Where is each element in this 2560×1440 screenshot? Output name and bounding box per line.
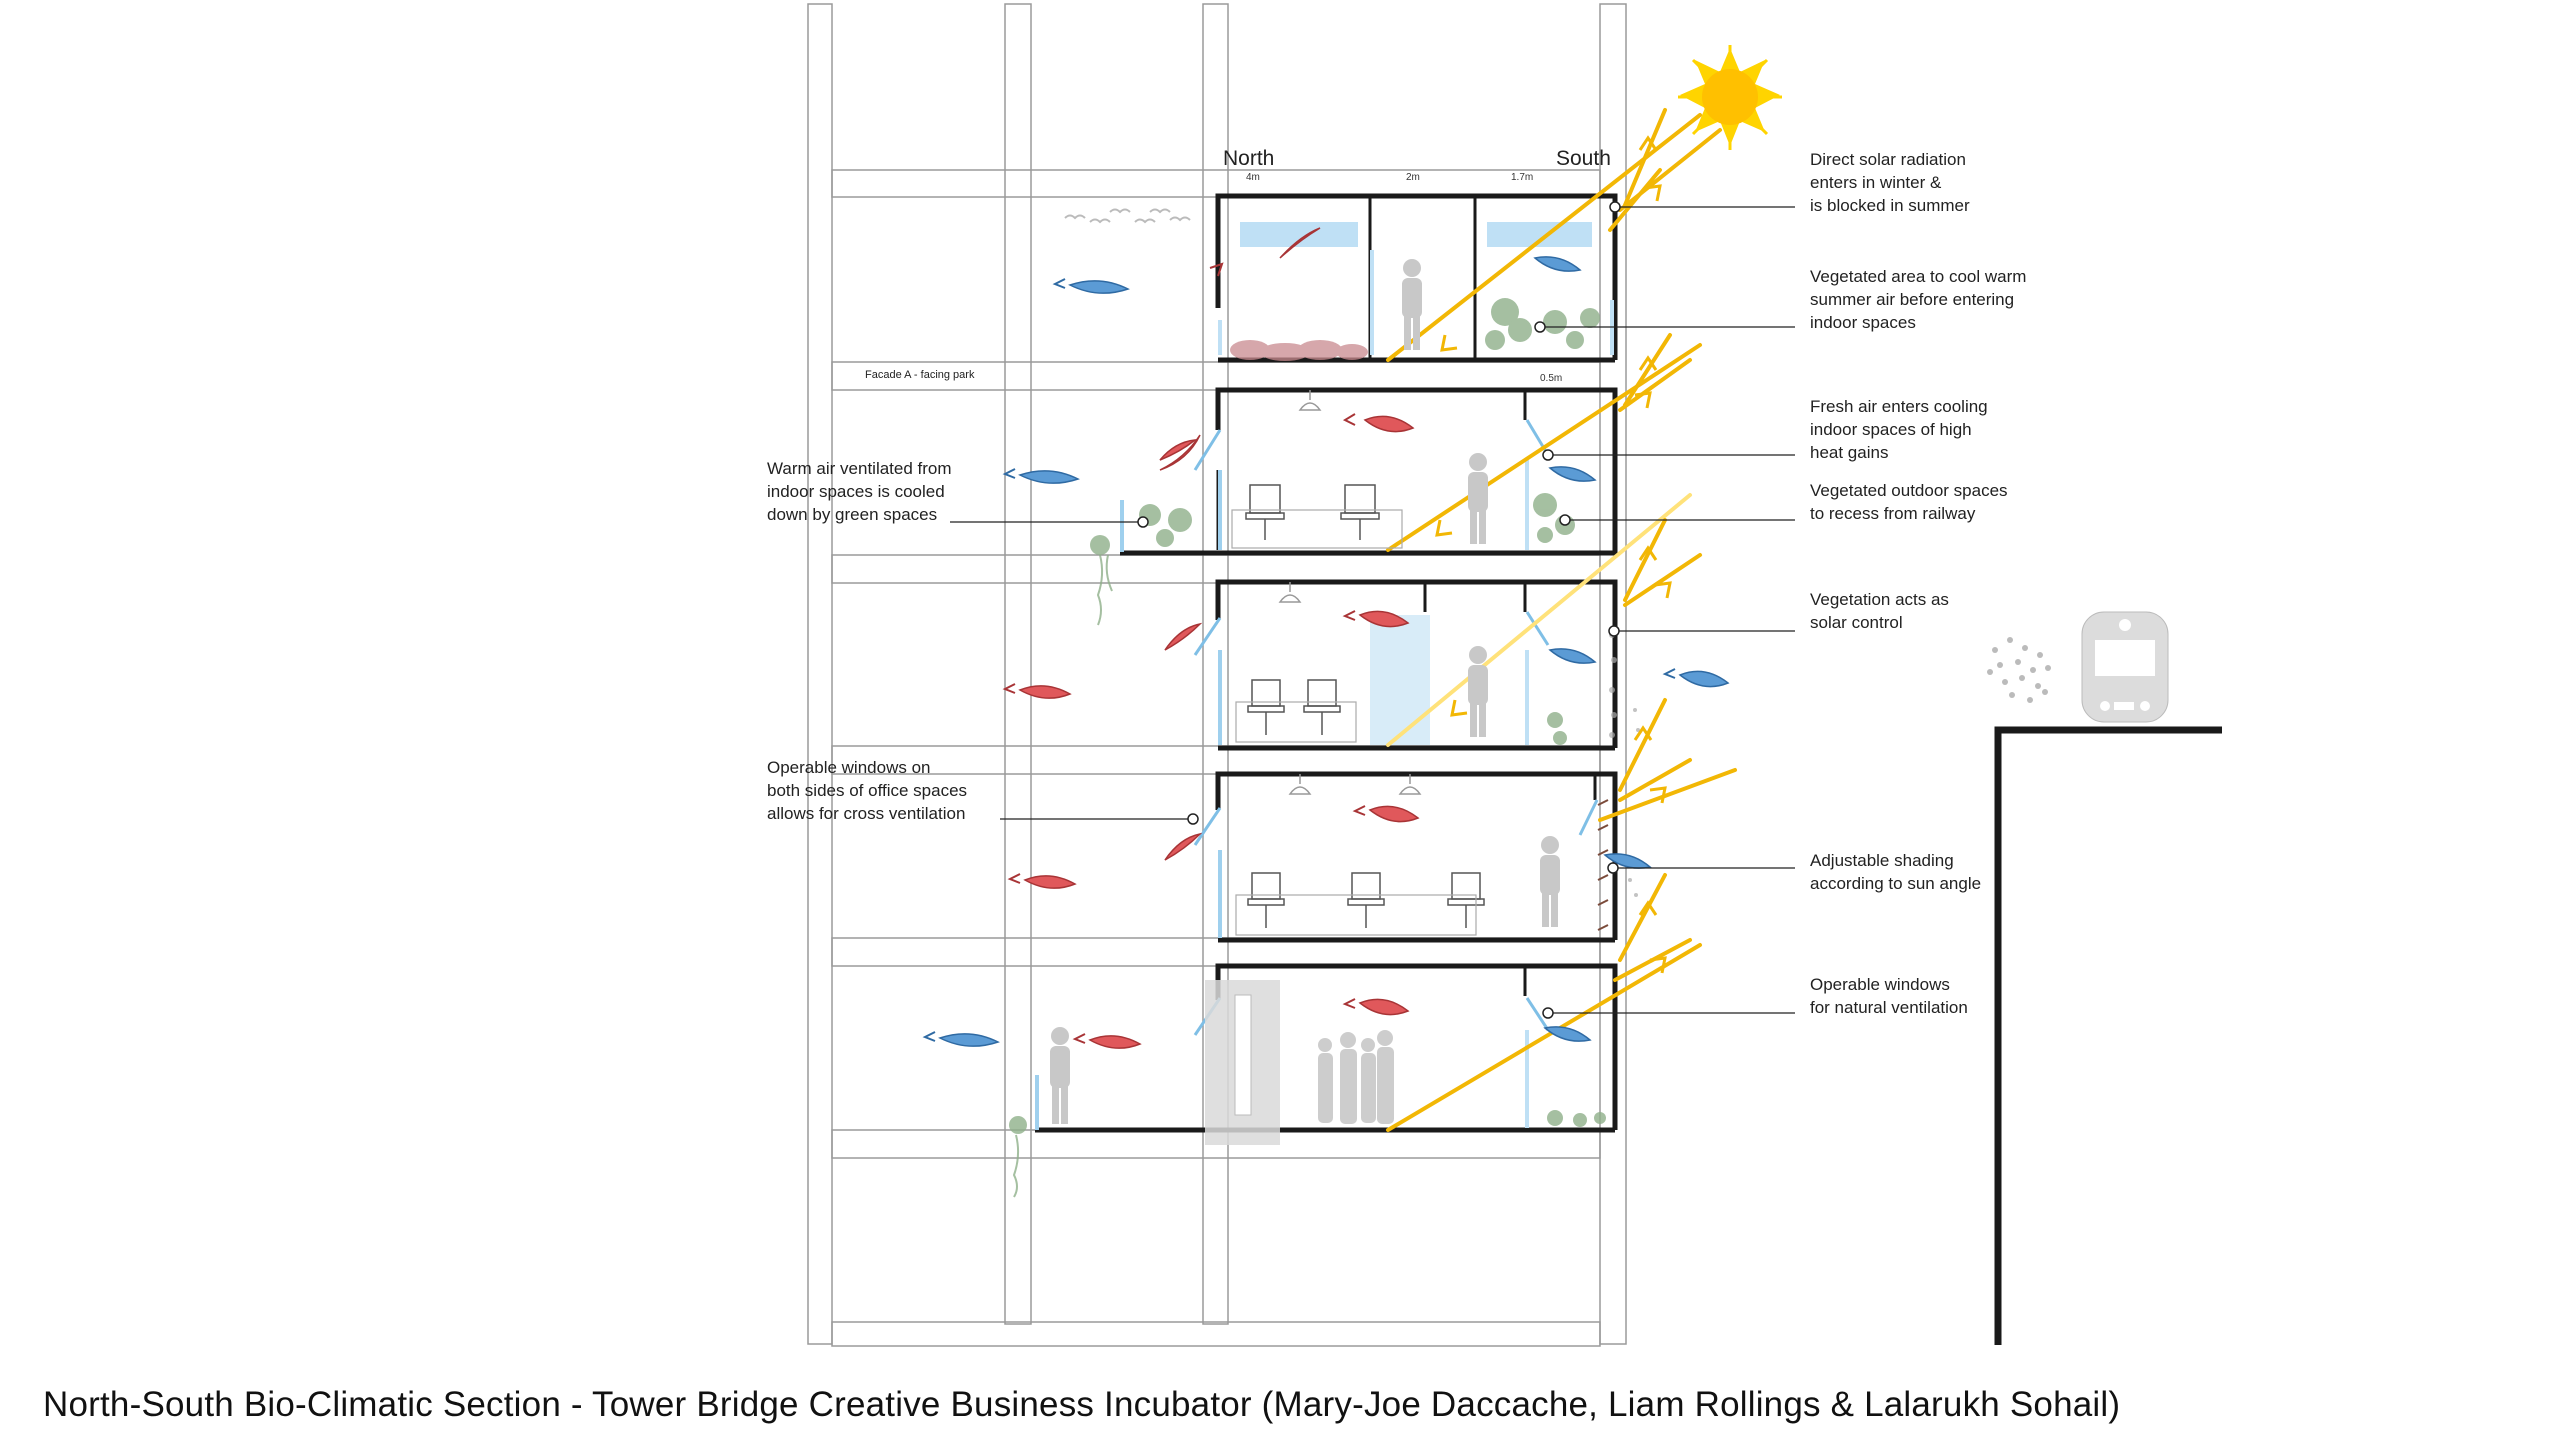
annotation-text: is blocked in summer	[1810, 196, 1970, 215]
annotation-text: solar control	[1810, 613, 1903, 632]
figure-caption: North-South Bio-Climatic Section - Tower Bridge Creative Business Incubator (Mary-Joe Daccache, Liam Rollings & Lalarukh Sohail)	[43, 1385, 2121, 1424]
orientation-north-label: North	[1223, 147, 1275, 170]
annotation-text: Direct solar radiation	[1810, 150, 1966, 169]
annotations-left	[767, 459, 967, 823]
annotation-text: to recess from railway	[1810, 504, 1976, 523]
annotations-right	[1810, 150, 2026, 1017]
sun-icon	[1678, 45, 1782, 150]
annotation-text: Operable windows	[1810, 975, 1950, 994]
dimension-label: 1.7m	[1511, 172, 1534, 183]
annotation-text: indoor spaces	[1810, 313, 1916, 332]
annotation-text: Vegetated area to cool warm	[1810, 267, 2027, 286]
air-pollution-dots	[1987, 637, 2051, 703]
floor-slabs	[832, 170, 1600, 1346]
annotation-text: summer air before entering	[1810, 290, 2015, 309]
annotation-text: both sides of office spaces	[767, 781, 968, 800]
railway-embankment	[1998, 730, 2222, 1345]
planter-top-north	[1230, 340, 1368, 361]
annotation-text: for natural ventilation	[1810, 998, 1968, 1017]
dimension-label: 4m	[1246, 172, 1260, 183]
annotation-text: Operable windows on	[767, 758, 931, 777]
dimension-label: 0.5m	[1540, 373, 1563, 384]
annotation-text: indoor spaces of high	[1810, 420, 1972, 439]
annotation-text: enters in winter &	[1810, 173, 1942, 192]
dimension-label: 2m	[1406, 172, 1420, 183]
people-group	[1318, 1030, 1394, 1124]
annotation-text: Warm air ventilated from	[767, 459, 952, 478]
annotation-text: Vegetation acts as	[1810, 590, 1949, 609]
annotation-text: according to sun angle	[1810, 874, 1982, 893]
orientation-south-label: South	[1556, 147, 1611, 170]
annotation-text: Fresh air enters cooling	[1810, 397, 1988, 416]
column-1	[808, 4, 832, 1344]
annotation-text: down by green spaces	[767, 505, 938, 524]
facade-label: Facade A - facing park	[865, 369, 975, 381]
desks	[1232, 510, 1476, 935]
annotation-text: heat gains	[1810, 443, 1889, 462]
annotation-text: allows for cross ventilation	[767, 804, 966, 823]
train-icon	[2082, 612, 2168, 722]
lift-shaft	[1235, 995, 1251, 1115]
annotation-text: Vegetated outdoor spaces	[1810, 481, 2008, 500]
bird-icon	[1065, 210, 1190, 223]
annotation-text: Adjustable shading	[1810, 851, 1954, 870]
annotation-text: indoor spaces is cooled	[767, 482, 945, 501]
